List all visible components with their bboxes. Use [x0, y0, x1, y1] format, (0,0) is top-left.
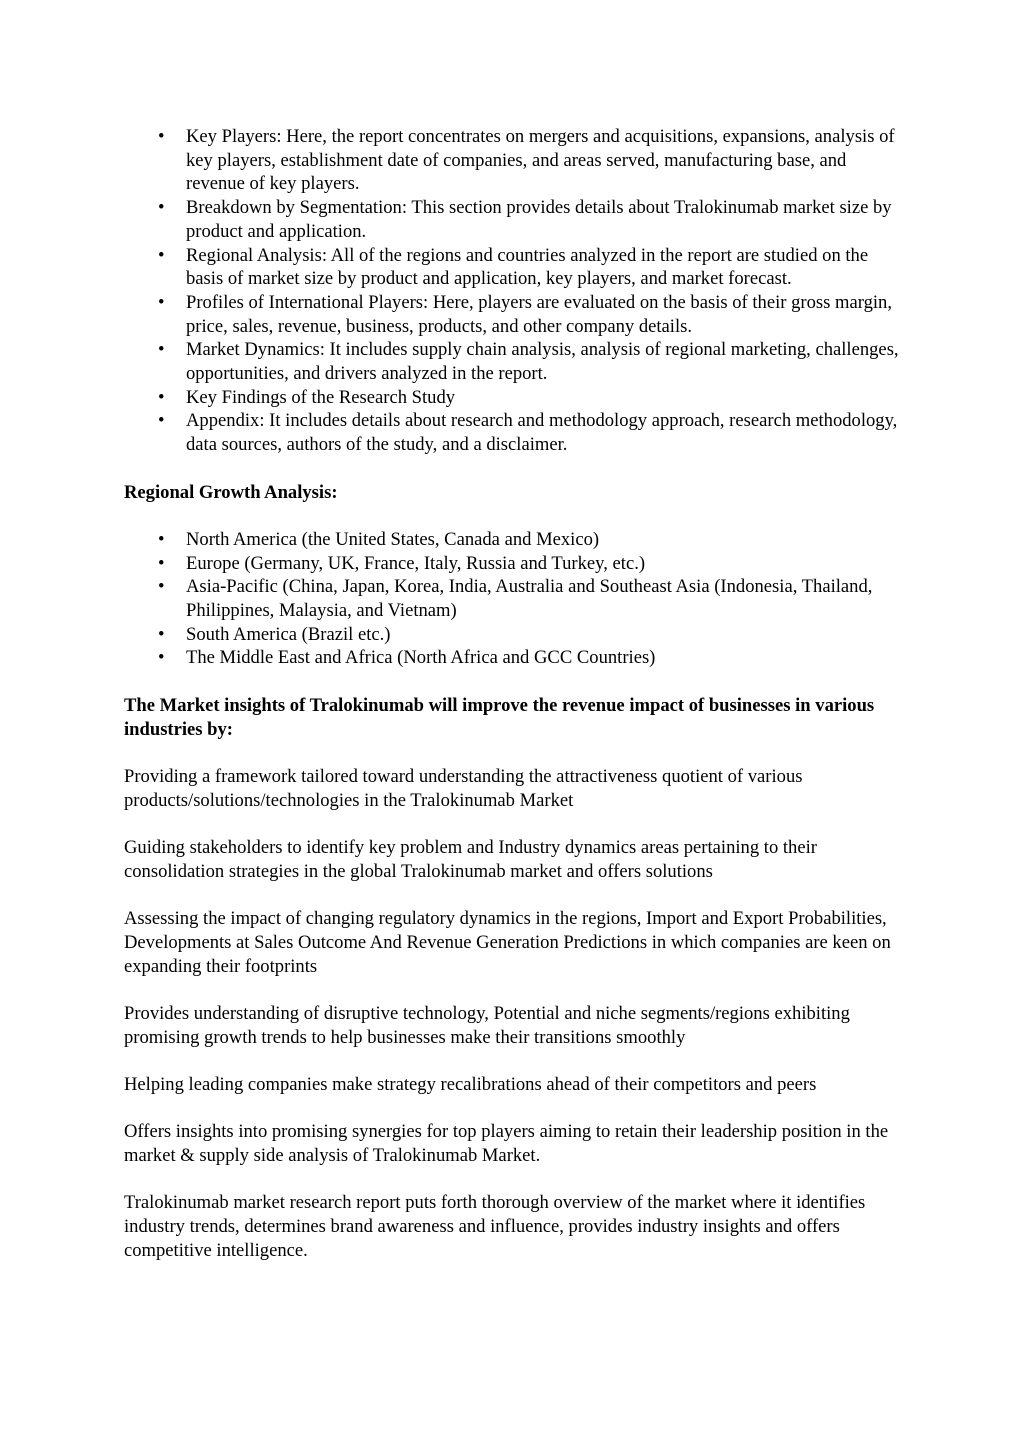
list-item-text: North America (the United States, Canada and Mexico): [186, 528, 600, 550]
bullet-icon: •: [158, 244, 165, 266]
market-insights-heading: The Market insights of Tralokinumab will improve the revenue impact of businesses in various industries by:: [124, 694, 875, 740]
list-item-text: Europe (Germany, UK, France, Italy, Russia and Turkey, etc.): [186, 552, 646, 574]
bullet-icon: •: [158, 291, 165, 313]
spacer: [124, 741, 904, 765]
body-paragraph: Assessing the impact of changing regulatory dynamics in the regions, Import and Export Probabilities, Developments at Sales Outcome And Revenue Generation Predictions in which companies are keen on expanding their footprints: [124, 908, 891, 977]
list-item-text: Key Players: Here, the report concentrates on mergers and acquisitions, expansions, analysis of key players, establishment date of companies, and areas served, manufacturing base, and revenue of key players.: [186, 126, 895, 195]
list-item: [124, 244, 904, 291]
list-item: [124, 291, 904, 338]
spacer: [124, 1168, 904, 1192]
body-paragraph: Guiding stakeholders to identify key problem and Industry dynamics areas pertaining to their consolidation strategies in the global Tralokinumab market and offers solutions: [124, 837, 817, 882]
bullet-icon: •: [158, 126, 165, 147]
bullet-icon: •: [158, 410, 165, 432]
list-item-text: Key Findings of the Research Study: [186, 386, 456, 408]
list-item-text: Regional Analysis: All of the regions and countries analyzed in the report are studied on the basis of market size by product and application, key players, and market forecast.: [186, 244, 869, 290]
regional-list: [124, 528, 904, 670]
list-item: [124, 528, 904, 552]
bullet-icon: •: [158, 528, 165, 550]
list-item: [124, 646, 904, 670]
spacer: [124, 504, 904, 528]
list-item-text: Profiles of International Players: Here, players are evaluated on the basis of their gross margin, price, sales, revenue, business, products, and other company details.: [186, 291, 892, 337]
spacer: [124, 883, 904, 907]
spacer: [124, 457, 904, 481]
spacer: [124, 670, 904, 694]
body-paragraph: Provides understanding of disruptive technology, Potential and niche segments/regions exhibiting promising growth trends to help businesses make their transitions smoothly: [124, 1002, 850, 1048]
list-item-text: Asia-Pacific (China, Japan, Korea, India, Australia and Southeast Asia (Indonesia, Thailand, Philippines, Malaysia, and Vietnam): [186, 576, 873, 622]
spacer: [124, 1097, 904, 1121]
body-paragraph: Helping leading companies make strategy recalibrations ahead of their competitors and peers: [124, 1074, 817, 1095]
list-item: [124, 196, 904, 243]
bullet-icon: •: [158, 197, 165, 219]
bullet-icon: •: [158, 647, 165, 669]
list-item: [124, 386, 904, 410]
regional-growth-heading: Regional Growth Analysis:: [124, 481, 338, 503]
spacer: [124, 1049, 904, 1073]
list-item-text: The Middle East and Africa (North Africa and GCC Countries): [186, 647, 656, 669]
spacer: [124, 978, 904, 1002]
list-item: [124, 623, 904, 647]
bullet-icon: •: [158, 386, 165, 408]
list-item: [124, 125, 904, 196]
bullet-icon: •: [158, 623, 165, 645]
list-item: [124, 338, 904, 385]
body-paragraph: Offers insights into promising synergies for top players aiming to retain their leadership position in the market & supply side analysis of Tralokinumab Market.: [124, 1121, 889, 1167]
list-item: [124, 552, 904, 576]
bullet-icon: •: [158, 576, 165, 598]
spacer: [124, 812, 904, 836]
bullet-icon: •: [158, 339, 165, 361]
list-item-text: Market Dynamics: It includes supply chain analysis, analysis of regional marketing, challenges, opportunities, and drivers analyzed in the report.: [186, 339, 899, 385]
list-item-text: Breakdown by Segmentation: This section provides details about Tralokinumab market size by product and application.: [186, 197, 892, 242]
list-item-text: South America (Brazil etc.): [186, 623, 391, 645]
document-page: [124, 125, 904, 1263]
body-paragraph: Tralokinumab market research report puts forth thorough overview of the market where it identifies industry trends, determines brand awareness and influence, provides industry insights and offers competitive intelligence.: [124, 1192, 866, 1261]
list-item: [124, 409, 904, 456]
list-item-text: Appendix: It includes details about research and methodology approach, research methodology, data sources, authors of the study, and a disclaimer.: [186, 410, 898, 456]
list-item: [124, 575, 904, 622]
body-paragraph: Providing a framework tailored toward understanding the attractiveness quotient of various products/solutions/technologies in the Tralokinumab Market: [124, 765, 803, 811]
report-contents-list: [124, 125, 904, 457]
bullet-icon: •: [158, 552, 165, 574]
